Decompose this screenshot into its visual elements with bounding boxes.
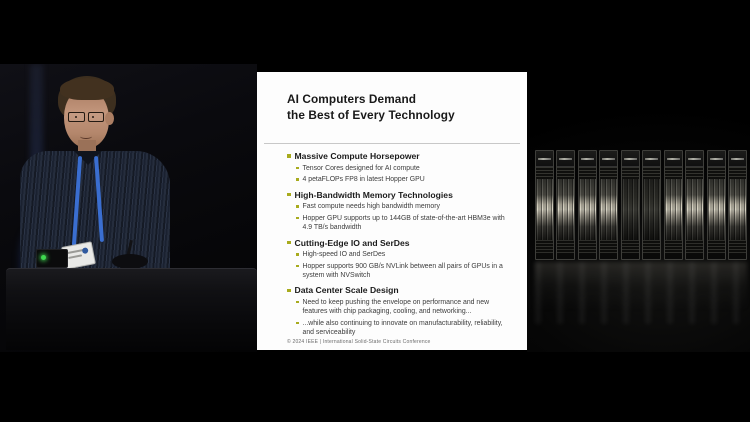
section-heading: Data Center Scale Design	[294, 285, 399, 296]
section-heading: High-Bandwidth Memory Technologies	[294, 189, 453, 200]
bullet-icon	[296, 265, 299, 268]
bullet-item	[296, 262, 515, 280]
bullet-text: Hopper supports 900 GB/s NVLink between all pairs of GPUs in a system with NVSwitch	[302, 262, 503, 279]
bullet-item	[296, 175, 515, 184]
rack-floor-reflection	[535, 262, 747, 324]
speaker-ear	[105, 112, 114, 125]
slide-content	[287, 151, 515, 342]
bullet-text: Fast compute needs high bandwidth memory	[302, 203, 441, 211]
bullet-item	[296, 202, 515, 211]
slide-section	[287, 285, 515, 336]
bullet-icon	[296, 178, 299, 181]
server-rack	[642, 150, 661, 260]
bullet-icon	[296, 217, 299, 220]
section-heading: Massive Compute Horsepower	[294, 151, 420, 161]
slide-section	[287, 190, 515, 232]
slide-footer: © 2024 IEEE | International Solid-State Circuits Conference	[287, 339, 431, 345]
microphone-base	[112, 254, 148, 269]
bullet-item	[296, 164, 515, 173]
server-rack	[556, 150, 575, 260]
server-rack	[599, 150, 618, 260]
section-heading: Cutting-Edge IO and SerDes	[294, 237, 410, 248]
podium	[6, 268, 257, 350]
section-bullet-icon	[287, 289, 291, 293]
bullet-text: Need to keep pushing the envelope on performance and new features with chip packaging, cooling, and networking...	[302, 298, 490, 315]
bullet-item	[296, 319, 515, 337]
bullet-item	[296, 298, 515, 316]
server-rack	[535, 150, 554, 260]
server-rack	[621, 150, 640, 260]
bullet-text: Hopper GPU supports up to 144GB of state-of-the-art HBM3e with 4.9 TB/s bandwidth	[302, 214, 505, 231]
slide-section	[287, 151, 515, 184]
bullet-text: ...while also continuing to innovate on manufacturability, reliability, and serviceability	[302, 319, 503, 336]
slide-title-line1: AI Computers Demand	[287, 92, 417, 106]
timer-led	[41, 255, 46, 260]
speaker-mouth	[80, 134, 92, 139]
server-rack	[664, 150, 683, 260]
slide	[257, 72, 527, 350]
server-racks-image	[527, 64, 750, 352]
bullet-icon	[296, 205, 299, 208]
bullet-item	[296, 214, 515, 232]
slide-title	[287, 92, 455, 124]
slide-section	[287, 238, 515, 280]
rack-row	[535, 150, 747, 260]
timer-device	[36, 249, 68, 268]
server-rack	[707, 150, 726, 260]
server-rack	[685, 150, 704, 260]
bullet-item	[296, 250, 515, 259]
server-rack	[728, 150, 747, 260]
bullet-icon	[296, 167, 299, 170]
title-divider	[264, 143, 520, 144]
bullet-icon	[296, 253, 299, 256]
section-bullet-icon	[287, 241, 291, 245]
bullet-text: 4 petaFLOPs FP8 in latest Hopper GPU	[302, 176, 425, 184]
bullet-icon	[296, 301, 299, 304]
section-bullet-icon	[287, 154, 291, 158]
badge-logo	[82, 247, 89, 254]
speaker-glasses	[68, 112, 104, 122]
bullet-text: Tensor Cores designed for AI compute	[302, 164, 420, 172]
stage-photo	[0, 64, 257, 352]
bullet-text: High-speed IO and SerDes	[302, 251, 386, 259]
server-rack	[578, 150, 597, 260]
slide-title-line2: the Best of Every Technology	[287, 107, 455, 122]
speaker-hair-fringe	[60, 78, 114, 100]
section-bullet-icon	[287, 193, 291, 197]
bullet-icon	[296, 322, 299, 325]
